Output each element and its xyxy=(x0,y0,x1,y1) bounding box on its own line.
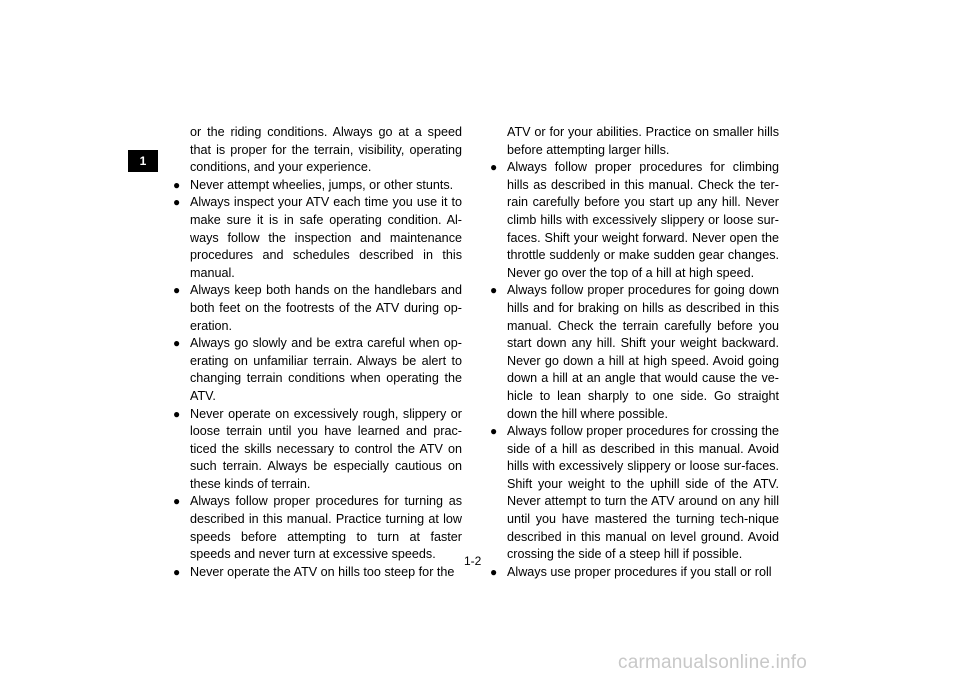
bullet-item xyxy=(173,282,462,335)
bullet-item xyxy=(490,423,779,564)
bullet-icon: ● xyxy=(173,195,181,210)
bullet-item xyxy=(490,564,779,582)
bullet-text: Always keep both hands on the handlebars and both feet on the footrests of the ATV during op-eration. xyxy=(190,283,462,333)
bullet-text: Always go slowly and be extra careful when op-erating on unfamiliar terrain. Always be alert to changing terrain conditions when operating the ATV. xyxy=(190,336,462,403)
bullet-item xyxy=(490,282,779,423)
bullet-text: Never operate the ATV on hills too steep for the xyxy=(190,564,455,579)
right-intro-paragraph: ATV or for your abilities. Practice on smaller hills before attempting larger hills. xyxy=(507,125,779,157)
bullet-text: Never operate on excessively rough, slippery or loose terrain until you have learned and prac-ticed the skills necessary to control the ATV on such terrain. Always be especially cautious on these kinds of terrain. xyxy=(190,406,462,491)
bullet-icon: ● xyxy=(173,336,181,351)
bullet-icon: ● xyxy=(490,160,498,175)
bullet-item xyxy=(490,159,779,282)
right-column xyxy=(490,124,779,581)
bullet-icon: ● xyxy=(490,283,498,298)
bullet-icon: ● xyxy=(173,283,181,298)
left-column xyxy=(173,124,462,581)
bullet-item xyxy=(173,564,462,582)
bullet-text: Always follow proper procedures for going down hills and for braking on hills as described in this manual. Check the terrain carefully before you start down any hill. Shift your weight backward. Never go down a hill at high speed. Avoid going down a hill at an angle that would cause the ve-hicle to lean sharply to one side. Go straight down the hill where possible. xyxy=(507,283,779,421)
watermark[interactable]: carmanualsonline.info xyxy=(618,652,808,673)
bullet-icon: ● xyxy=(173,406,181,421)
bullet-text: Always follow proper procedures for crossing the side of a hill as described in this manual. Avoid hills with excessively slippery or loose sur-faces. Shift your weight to the uphill side of the ATV. Never attempt to turn the ATV around on any hill until you have mastered the turning tech-nique described in this manual on level ground. Avoid crossing the side of a steep hill if possible. xyxy=(507,424,779,562)
chapter-tab: 1 xyxy=(128,150,158,172)
left-intro-paragraph: or the riding conditions. Always go at a speed that is proper for the terrain, visibility, operating conditions, and your experience. xyxy=(190,125,462,175)
bullet-text: Always follow proper procedures for turning as described in this manual. Practice turning at low speeds before attempting to turn at faster speeds and never turn at excessive speeds. xyxy=(190,494,462,562)
bullet-item xyxy=(173,493,462,563)
bullet-item xyxy=(173,406,462,494)
bullet-icon: ● xyxy=(173,494,181,509)
bullet-text: Never attempt wheelies, jumps, or other stunts. xyxy=(190,177,454,192)
bullet-icon: ● xyxy=(490,564,498,579)
bullet-text: Always follow proper procedures for climbing hills as described in this manual. Check the ter-rain carefully before you start up any hill. Never climb hills with excessively slippery or loose sur-faces. Shift your weight forward. Never open the throttle suddenly or make sudden gear changes. Never go over the top of a hill at high speed. xyxy=(507,160,779,280)
bullet-text: Always use proper procedures if you stall or roll xyxy=(507,564,772,579)
bullet-text: Always inspect your ATV each time you use it to make sure it is in safe operating condition. Al-ways follow the inspection and maintenance procedures and schedules described in this manual. xyxy=(190,195,462,280)
bullet-item xyxy=(173,335,462,405)
bullet-icon: ● xyxy=(173,177,181,192)
bullet-icon: ● xyxy=(490,424,498,439)
bullet-item xyxy=(173,194,462,282)
bullet-icon: ● xyxy=(173,564,181,579)
bullet-item xyxy=(173,177,462,195)
page-number: 1-2 xyxy=(464,554,482,568)
